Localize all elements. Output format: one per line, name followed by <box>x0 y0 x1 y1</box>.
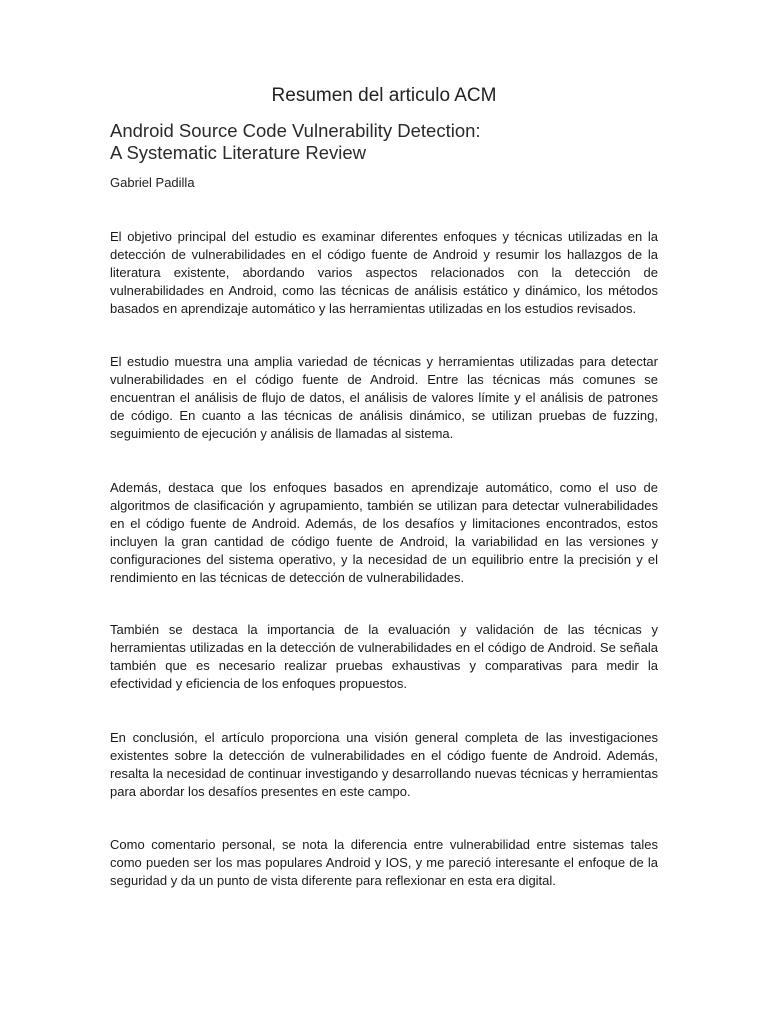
paragraph-conclusion: En conclusión, el artículo proporciona una visión general completa de las investigaciones existentes sobre la detección de vulnerabilidades en el código fuente de Android. Además, resalta la necesidad de continuar investigando y desarrollando nuevas técnicas y herramientas para abordar los desafíos presentes en este campo. <box>110 730 658 799</box>
paragraph-evaluation: También se destaca la importancia de la evaluación y validación de las técnicas y herramientas utilizadas en la detección de vulnerabilidades en el código de Android. Se señala también que es necesario realizar pruebas exhaustivas y comparativas para medir la efectividad y eficiencia de los enfoques propuestos. <box>110 622 658 691</box>
paragraph-objective: El objetivo principal del estudio es examinar diferentes enfoques y técnicas utilizadas en la detección de vulnerabilidades en el código fuente de Android y resumir los hallazgos de la literatura existente, abordando varios aspectos relacionados con la detección de vulnerabilidades en Android, como las técnicas de análisis estático y dinámico, los métodos basados en aprendizaje automático y las herramientas utilizadas en los estudios revisados. <box>110 229 658 316</box>
article-title-line-2: A Systematic Literature Review <box>110 142 367 163</box>
paragraph-machine-learning: Además, destaca que los enfoques basados en aprendizaje automático, como el uso de algoritmos de clasificación y agrupamiento, también se utilizan para detectar vulnerabilidades en el código fuente de Android. Además, de los desafíos y limitaciones encontrados, estos incluyen la gran cantidad de código fuente de Android, la variabilidad en las versiones y configuraciones del sistema operativo, y la necesidad de un equilibrio entre la precisión y el rendimiento en las técnicas de detección de vulnerabilidades. <box>110 480 658 585</box>
article-title-line-1: Android Source Code Vulnerability Detection: <box>110 120 481 141</box>
article-title <box>110 120 670 164</box>
paragraph-techniques: El estudio muestra una amplia variedad de técnicas y herramientas utilizadas para detectar vulnerabilidades en el código fuente de Android. Entre las técnicas más comunes se encuentran el análisis de flujo de datos, el análisis de valores límite y el análisis de patrones de código. En cuanto a las técnicas de análisis dinámico, se utilizan pruebas de fuzzing, seguimiento de ejecución y análisis de llamadas al sistema. <box>110 354 658 441</box>
paragraph-personal-comment: Como comentario personal, se nota la diferencia entre vulnerabilidad entre sistemas tales como pueden ser los mas populares Android y IOS, y me pareció interesante el enfoque de la seguridad y da un punto de vista diferente para reflexionar en esta era digital. <box>110 837 658 888</box>
document-header-title: Resumen del articulo ACM <box>271 85 497 106</box>
author-name: Gabriel Padilla <box>110 175 195 190</box>
